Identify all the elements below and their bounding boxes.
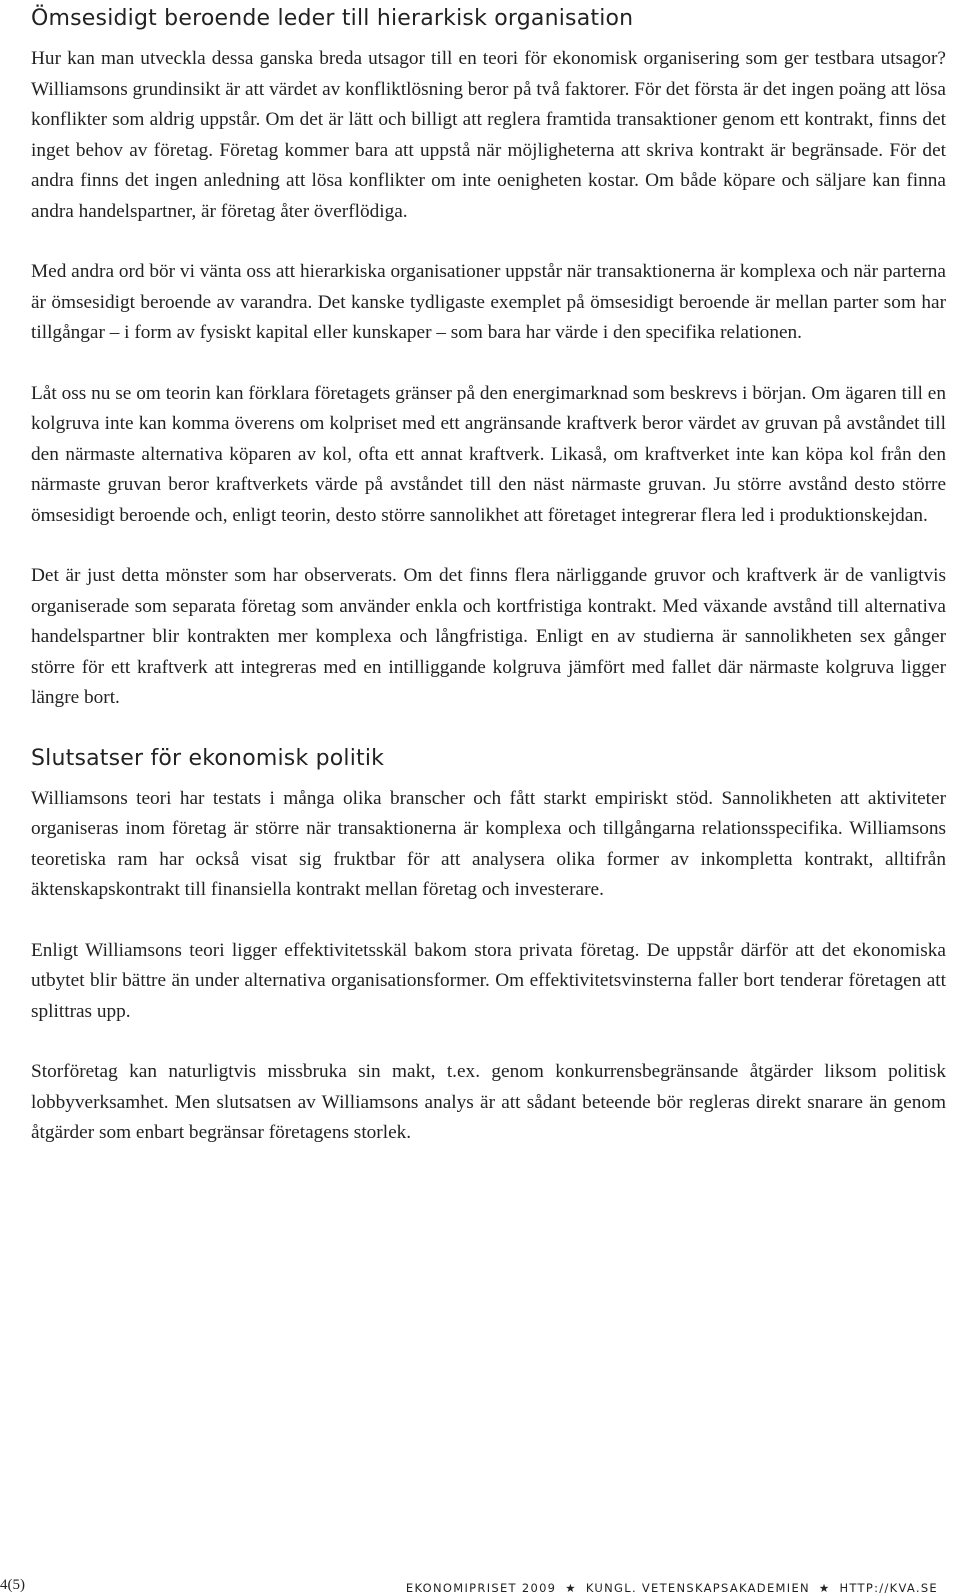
body-paragraph: Det är just detta mönster som har observerats. Om det finns flera närliggande gruvor och kraftverk är de vanligtvis organiserade som separata företag som använder enkla och kortfristiga kontrakt. Med växande avstånd till alternativa handelspartner blir kontrakten mer komplexa och långfristiga. Enligt en av studierna är sannolikheten sex gånger större för ett kraftverk att integreras med en intilliggande kolgruva jämfört med fallet där närmaste kolgruva ligger längre bort.	[31, 565, 946, 708]
body-paragraph: Storföretag kan naturligtvis missbruka sin makt, t.ex. genom konkurrensbegränsande åtgärder liksom politisk lobbyverksamhet. Men slutsatsen av Williamsons analys är att sådant beteende bör regleras direkt snarare än genom åtgärder som enbart begränsar företagens storlek.	[31, 1061, 946, 1143]
footer-academy: KUNGL. VETENSKAPSAKADEMIEN	[585, 1581, 810, 1595]
section-heading: Slutsatser för ekonomisk politik	[31, 745, 385, 771]
document-page	[31, 0, 946, 1179]
body-paragraph: Låt oss nu se om teorin kan förklara företagets gränser på den energimarknad som beskrevs i början. Om ägaren till en kolgruva inte kan komma överens om kolpriset med ett angränsande kraftverk beror värdet av gruvan på avståndet till den närmaste alternativa köparen av kol, ofta ett annat kraftverk. Likaså, om kraftverket inte kan köpa kol från den närmaste gruvan beror kraftverkets värde på avståndet till den näst närmaste gruvan. Ju större avstånd desto större ömsesidigt beroende och, enligt teorin, desto större sannolikhet att företaget integrerar flera led i produktionskejdan.	[31, 382, 946, 526]
star-icon: ★	[818, 1581, 831, 1595]
page-number: 4(5)	[0, 1577, 25, 1593]
body-paragraph: Hur kan man utveckla dessa ganska breda utsagor till en teori för ekonomisk organisering som ger testbara utsagor? Williamsons grundinsikt är att värdet av konfliktlösning beror på två faktorer. För det första är det ingen poäng att lösa konflikter som aldrig uppstår. Om det är lätt och billigt att reglera framtida transaktioner genom ett kontrakt, finns det inget behov av företag. Företag kommer bara att uppstå när möjligheterna att skriva kontrakt är begränsade. För det andra finns det ingen anledning att lösa konflikter om inte oenigheten kostar. Om både köpare och säljare kan finna andra handelspartner, är företag åter överflödiga.	[31, 48, 946, 222]
page-footer	[0, 1575, 960, 1593]
body-paragraph: Med andra ord bör vi vänta oss att hierarkiska organisationer uppstår när transaktionerna är komplexa och när parterna är ömsesidigt beroende av varandra. Det kanske tydligaste exemplet på ömsesidigt beroende är mellan parter som har tillgångar – i form av fysiskt kapital eller kunskaper – som bara har värde i den specifika relationen.	[31, 261, 946, 343]
section-heading: Ömsesidigt beroende leder till hierarkisk organisation	[31, 6, 634, 31]
body-paragraph: Williamsons teori har testats i många olika branscher och fått starkt empiriskt stöd. Sannolikheten att aktiviteter organiseras inom företag är större när transaktionerna är komplexa och tillgångarna relationsspecifika. Williamsons teoretiska ram har också visat sig fruktbar för att analysera olika former av inkompletta kontrakt, alltifrån äktenskapskontrakt till finansiella kontrakt mellan företag och investerare.	[31, 787, 946, 900]
footer-url-link[interactable]: HTTP://KVA.SE	[839, 1581, 938, 1595]
body-paragraph: Enligt Williamsons teori ligger effektivitetsskäl bakom stora privata företag. De uppstår därför att det ekonomiska utbytet blir bättre än under alternativa organisationsformer. Om effektivitetsvinsterna faller bort tenderar företagen att splittras upp.	[31, 939, 946, 1022]
star-icon: ★	[565, 1581, 577, 1595]
footer-publication: EKONOMIPRISET 2009	[405, 1581, 557, 1595]
